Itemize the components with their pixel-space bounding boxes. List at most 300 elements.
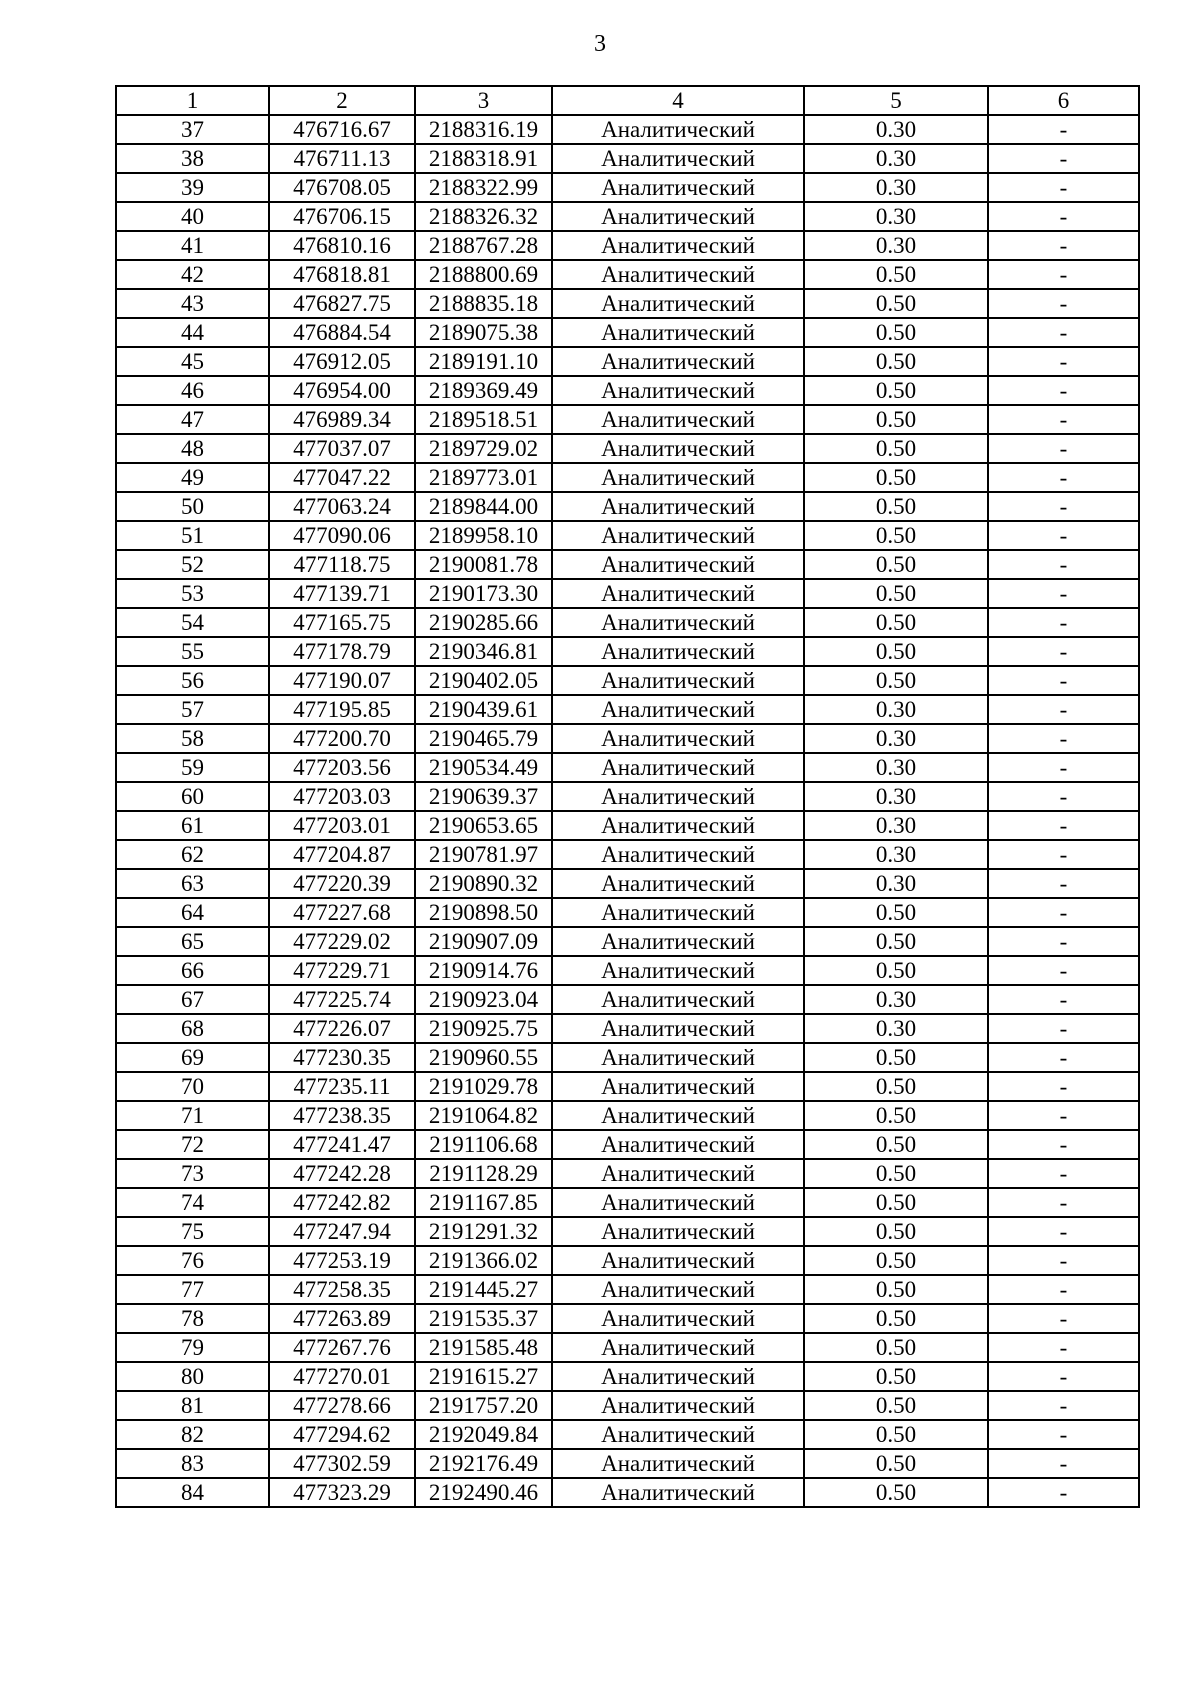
cell-point-number: 37 — [116, 115, 269, 144]
table-row — [116, 376, 1139, 405]
cell-method: Аналитический — [552, 463, 804, 492]
cell-coordinate-x: 477047.22 — [269, 463, 415, 492]
table-row — [116, 956, 1139, 985]
table-row — [116, 1275, 1139, 1304]
cell-coordinate-x: 477220.39 — [269, 869, 415, 898]
cell-method: Аналитический — [552, 1391, 804, 1420]
cell-point-number: 58 — [116, 724, 269, 753]
cell-point-number: 43 — [116, 289, 269, 318]
cell-coordinate-x: 477263.89 — [269, 1304, 415, 1333]
cell-coordinate-x: 477204.87 — [269, 840, 415, 869]
cell-coordinate-x: 476884.54 — [269, 318, 415, 347]
cell-method: Аналитический — [552, 956, 804, 985]
column-header-1: 1 — [116, 86, 269, 115]
cell-note: - — [988, 1391, 1139, 1420]
cell-accuracy: 0.50 — [804, 927, 988, 956]
cell-note: - — [988, 1304, 1139, 1333]
cell-accuracy: 0.50 — [804, 1420, 988, 1449]
cell-coordinate-y: 2189844.00 — [415, 492, 552, 521]
cell-coordinate-y: 2190534.49 — [415, 753, 552, 782]
cell-accuracy: 0.50 — [804, 1304, 988, 1333]
cell-point-number: 84 — [116, 1478, 269, 1507]
cell-coordinate-x: 477203.03 — [269, 782, 415, 811]
cell-method: Аналитический — [552, 260, 804, 289]
cell-note: - — [988, 1043, 1139, 1072]
cell-accuracy: 0.50 — [804, 492, 988, 521]
cell-coordinate-y: 2190465.79 — [415, 724, 552, 753]
cell-coordinate-y: 2191064.82 — [415, 1101, 552, 1130]
cell-note: - — [988, 608, 1139, 637]
cell-coordinate-x: 477090.06 — [269, 521, 415, 550]
cell-coordinate-y: 2190781.97 — [415, 840, 552, 869]
cell-point-number: 39 — [116, 173, 269, 202]
cell-coordinate-x: 477278.66 — [269, 1391, 415, 1420]
cell-coordinate-y: 2191106.68 — [415, 1130, 552, 1159]
cell-note: - — [988, 1362, 1139, 1391]
cell-method: Аналитический — [552, 1420, 804, 1449]
cell-method: Аналитический — [552, 840, 804, 869]
table-row — [116, 1043, 1139, 1072]
cell-accuracy: 0.50 — [804, 898, 988, 927]
cell-accuracy: 0.30 — [804, 695, 988, 724]
cell-method: Аналитический — [552, 289, 804, 318]
cell-coordinate-x: 476827.75 — [269, 289, 415, 318]
cell-coordinate-x: 477230.35 — [269, 1043, 415, 1072]
cell-coordinate-x: 477235.11 — [269, 1072, 415, 1101]
cell-coordinate-x: 476818.81 — [269, 260, 415, 289]
cell-method: Аналитический — [552, 579, 804, 608]
cell-coordinate-x: 477229.02 — [269, 927, 415, 956]
cell-accuracy: 0.50 — [804, 376, 988, 405]
cell-note: - — [988, 1014, 1139, 1043]
cell-note: - — [988, 144, 1139, 173]
table-row — [116, 753, 1139, 782]
cell-note: - — [988, 376, 1139, 405]
cell-note: - — [988, 202, 1139, 231]
table-row — [116, 666, 1139, 695]
cell-coordinate-y: 2190439.61 — [415, 695, 552, 724]
cell-note: - — [988, 1449, 1139, 1478]
cell-note: - — [988, 347, 1139, 376]
cell-coordinate-y: 2189958.10 — [415, 521, 552, 550]
cell-accuracy: 0.50 — [804, 1333, 988, 1362]
cell-point-number: 61 — [116, 811, 269, 840]
table-row — [116, 173, 1139, 202]
cell-coordinate-y: 2191535.37 — [415, 1304, 552, 1333]
cell-coordinate-y: 2191128.29 — [415, 1159, 552, 1188]
cell-coordinate-x: 477118.75 — [269, 550, 415, 579]
cell-coordinate-y: 2190898.50 — [415, 898, 552, 927]
table-row — [116, 521, 1139, 550]
cell-note: - — [988, 956, 1139, 985]
cell-method: Аналитический — [552, 1217, 804, 1246]
cell-coordinate-y: 2190346.81 — [415, 637, 552, 666]
cell-point-number: 47 — [116, 405, 269, 434]
cell-coordinate-y: 2192490.46 — [415, 1478, 552, 1507]
cell-coordinate-x: 477241.47 — [269, 1130, 415, 1159]
cell-note: - — [988, 115, 1139, 144]
cell-coordinate-y: 2190907.09 — [415, 927, 552, 956]
table-row — [116, 347, 1139, 376]
cell-method: Аналитический — [552, 231, 804, 260]
cell-note: - — [988, 1101, 1139, 1130]
cell-accuracy: 0.50 — [804, 405, 988, 434]
cell-point-number: 81 — [116, 1391, 269, 1420]
column-header-6: 6 — [988, 86, 1139, 115]
cell-point-number: 74 — [116, 1188, 269, 1217]
cell-coordinate-x: 476810.16 — [269, 231, 415, 260]
cell-coordinate-x: 477200.70 — [269, 724, 415, 753]
cell-point-number: 69 — [116, 1043, 269, 1072]
cell-note: - — [988, 695, 1139, 724]
cell-coordinate-y: 2190081.78 — [415, 550, 552, 579]
cell-coordinate-x: 477238.35 — [269, 1101, 415, 1130]
cell-note: - — [988, 1072, 1139, 1101]
cell-note: - — [988, 579, 1139, 608]
cell-note: - — [988, 1246, 1139, 1275]
table-row — [116, 1362, 1139, 1391]
cell-note: - — [988, 1420, 1139, 1449]
cell-note: - — [988, 405, 1139, 434]
cell-point-number: 63 — [116, 869, 269, 898]
cell-coordinate-x: 477203.56 — [269, 753, 415, 782]
cell-method: Аналитический — [552, 695, 804, 724]
cell-accuracy: 0.30 — [804, 811, 988, 840]
table-row — [116, 318, 1139, 347]
cell-note: - — [988, 463, 1139, 492]
table-row — [116, 231, 1139, 260]
cell-method: Аналитический — [552, 1304, 804, 1333]
cell-accuracy: 0.50 — [804, 1217, 988, 1246]
cell-accuracy: 0.50 — [804, 608, 988, 637]
table-row — [116, 144, 1139, 173]
cell-coordinate-x: 477270.01 — [269, 1362, 415, 1391]
table-row — [116, 434, 1139, 463]
cell-point-number: 54 — [116, 608, 269, 637]
cell-method: Аналитический — [552, 1101, 804, 1130]
cell-accuracy: 0.50 — [804, 956, 988, 985]
cell-coordinate-x: 477225.74 — [269, 985, 415, 1014]
cell-coordinate-x: 477253.19 — [269, 1246, 415, 1275]
cell-point-number: 38 — [116, 144, 269, 173]
cell-note: - — [988, 1275, 1139, 1304]
cell-coordinate-x: 477294.62 — [269, 1420, 415, 1449]
cell-method: Аналитический — [552, 347, 804, 376]
page-number: 3 — [594, 31, 606, 57]
cell-accuracy: 0.50 — [804, 463, 988, 492]
cell-accuracy: 0.50 — [804, 434, 988, 463]
cell-coordinate-x: 476954.00 — [269, 376, 415, 405]
cell-method: Аналитический — [552, 1130, 804, 1159]
cell-coordinate-x: 477323.29 — [269, 1478, 415, 1507]
table-row — [116, 115, 1139, 144]
cell-accuracy: 0.30 — [804, 231, 988, 260]
cell-coordinate-x: 476912.05 — [269, 347, 415, 376]
cell-accuracy: 0.50 — [804, 1478, 988, 1507]
cell-method: Аналитический — [552, 608, 804, 637]
cell-accuracy: 0.50 — [804, 1072, 988, 1101]
cell-point-number: 70 — [116, 1072, 269, 1101]
table-row — [116, 1333, 1139, 1362]
cell-accuracy: 0.50 — [804, 1391, 988, 1420]
cell-note: - — [988, 898, 1139, 927]
cell-method: Аналитический — [552, 927, 804, 956]
cell-coordinate-x: 476716.67 — [269, 115, 415, 144]
cell-method: Аналитический — [552, 115, 804, 144]
cell-accuracy: 0.50 — [804, 289, 988, 318]
cell-coordinate-x: 477203.01 — [269, 811, 415, 840]
cell-method: Аналитический — [552, 666, 804, 695]
table-header-row — [116, 86, 1139, 115]
cell-point-number: 57 — [116, 695, 269, 724]
cell-accuracy: 0.30 — [804, 144, 988, 173]
table-body — [116, 115, 1139, 1507]
table-row — [116, 202, 1139, 231]
cell-point-number: 76 — [116, 1246, 269, 1275]
table-row — [116, 869, 1139, 898]
table-row — [116, 1304, 1139, 1333]
cell-point-number: 73 — [116, 1159, 269, 1188]
cell-method: Аналитический — [552, 1362, 804, 1391]
cell-method: Аналитический — [552, 550, 804, 579]
cell-coordinate-y: 2191445.27 — [415, 1275, 552, 1304]
cell-coordinate-x: 477063.24 — [269, 492, 415, 521]
cell-point-number: 44 — [116, 318, 269, 347]
cell-coordinate-y: 2191615.27 — [415, 1362, 552, 1391]
cell-note: - — [988, 1217, 1139, 1246]
cell-coordinate-y: 2188326.32 — [415, 202, 552, 231]
table-row — [116, 1072, 1139, 1101]
cell-point-number: 75 — [116, 1217, 269, 1246]
table-row — [116, 608, 1139, 637]
table-row — [116, 260, 1139, 289]
cell-coordinate-y: 2191366.02 — [415, 1246, 552, 1275]
cell-point-number: 41 — [116, 231, 269, 260]
cell-point-number: 59 — [116, 753, 269, 782]
cell-accuracy: 0.50 — [804, 1275, 988, 1304]
column-header-2: 2 — [269, 86, 415, 115]
table-row — [116, 1449, 1139, 1478]
cell-accuracy: 0.50 — [804, 637, 988, 666]
cell-coordinate-x: 476711.13 — [269, 144, 415, 173]
table-row — [116, 927, 1139, 956]
cell-note: - — [988, 753, 1139, 782]
table-row — [116, 1478, 1139, 1507]
cell-method: Аналитический — [552, 1246, 804, 1275]
cell-accuracy: 0.30 — [804, 782, 988, 811]
cell-point-number: 77 — [116, 1275, 269, 1304]
cell-accuracy: 0.50 — [804, 521, 988, 550]
coordinates-table-container — [115, 85, 1138, 1508]
table-row — [116, 579, 1139, 608]
cell-coordinate-x: 477267.76 — [269, 1333, 415, 1362]
cell-note: - — [988, 260, 1139, 289]
coordinates-table — [115, 85, 1140, 1508]
table-row — [116, 492, 1139, 521]
cell-coordinate-y: 2188767.28 — [415, 231, 552, 260]
cell-method: Аналитический — [552, 782, 804, 811]
table-row — [116, 463, 1139, 492]
cell-note: - — [988, 1333, 1139, 1362]
cell-point-number: 45 — [116, 347, 269, 376]
cell-accuracy: 0.50 — [804, 1362, 988, 1391]
table-row — [116, 1130, 1139, 1159]
cell-note: - — [988, 840, 1139, 869]
cell-coordinate-y: 2190890.32 — [415, 869, 552, 898]
cell-coordinate-x: 477229.71 — [269, 956, 415, 985]
cell-point-number: 40 — [116, 202, 269, 231]
cell-coordinate-y: 2189075.38 — [415, 318, 552, 347]
cell-method: Аналитический — [552, 724, 804, 753]
cell-coordinate-y: 2189191.10 — [415, 347, 552, 376]
table-row — [116, 840, 1139, 869]
table-row — [116, 1391, 1139, 1420]
cell-point-number: 53 — [116, 579, 269, 608]
table-row — [116, 1217, 1139, 1246]
cell-point-number: 79 — [116, 1333, 269, 1362]
cell-point-number: 67 — [116, 985, 269, 1014]
cell-method: Аналитический — [552, 637, 804, 666]
cell-method: Аналитический — [552, 376, 804, 405]
cell-point-number: 72 — [116, 1130, 269, 1159]
cell-point-number: 64 — [116, 898, 269, 927]
cell-method: Аналитический — [552, 811, 804, 840]
cell-point-number: 51 — [116, 521, 269, 550]
cell-accuracy: 0.50 — [804, 260, 988, 289]
cell-method: Аналитический — [552, 1275, 804, 1304]
cell-accuracy: 0.50 — [804, 1449, 988, 1478]
cell-coordinate-x: 476708.05 — [269, 173, 415, 202]
cell-method: Аналитический — [552, 1159, 804, 1188]
table-row — [116, 724, 1139, 753]
cell-coordinate-x: 477139.71 — [269, 579, 415, 608]
table-row — [116, 637, 1139, 666]
cell-coordinate-y: 2191029.78 — [415, 1072, 552, 1101]
cell-coordinate-y: 2190402.05 — [415, 666, 552, 695]
cell-method: Аналитический — [552, 1333, 804, 1362]
cell-coordinate-y: 2189369.49 — [415, 376, 552, 405]
table-row — [116, 1420, 1139, 1449]
cell-accuracy: 0.50 — [804, 1246, 988, 1275]
cell-coordinate-y: 2192176.49 — [415, 1449, 552, 1478]
cell-point-number: 55 — [116, 637, 269, 666]
cell-note: - — [988, 492, 1139, 521]
cell-coordinate-x: 477178.79 — [269, 637, 415, 666]
cell-method: Аналитический — [552, 1478, 804, 1507]
cell-accuracy: 0.30 — [804, 753, 988, 782]
cell-note: - — [988, 927, 1139, 956]
cell-note: - — [988, 1478, 1139, 1507]
table-row — [116, 695, 1139, 724]
cell-accuracy: 0.30 — [804, 869, 988, 898]
table-row — [116, 1101, 1139, 1130]
cell-accuracy: 0.30 — [804, 115, 988, 144]
cell-point-number: 46 — [116, 376, 269, 405]
cell-accuracy: 0.50 — [804, 1101, 988, 1130]
cell-point-number: 65 — [116, 927, 269, 956]
cell-method: Аналитический — [552, 202, 804, 231]
cell-point-number: 80 — [116, 1362, 269, 1391]
cell-point-number: 49 — [116, 463, 269, 492]
cell-note: - — [988, 782, 1139, 811]
cell-method: Аналитический — [552, 753, 804, 782]
cell-method: Аналитический — [552, 1072, 804, 1101]
cell-coordinate-y: 2191585.48 — [415, 1333, 552, 1362]
cell-coordinate-x: 477242.82 — [269, 1188, 415, 1217]
cell-point-number: 60 — [116, 782, 269, 811]
cell-point-number: 71 — [116, 1101, 269, 1130]
cell-note: - — [988, 434, 1139, 463]
cell-coordinate-y: 2188835.18 — [415, 289, 552, 318]
table-row — [116, 898, 1139, 927]
cell-coordinate-y: 2190914.76 — [415, 956, 552, 985]
cell-accuracy: 0.50 — [804, 1130, 988, 1159]
cell-accuracy: 0.50 — [804, 1159, 988, 1188]
cell-note: - — [988, 173, 1139, 202]
cell-point-number: 68 — [116, 1014, 269, 1043]
cell-coordinate-y: 2191167.85 — [415, 1188, 552, 1217]
cell-point-number: 83 — [116, 1449, 269, 1478]
cell-coordinate-x: 477302.59 — [269, 1449, 415, 1478]
cell-point-number: 62 — [116, 840, 269, 869]
cell-coordinate-y: 2189518.51 — [415, 405, 552, 434]
cell-method: Аналитический — [552, 898, 804, 927]
cell-coordinate-y: 2190285.66 — [415, 608, 552, 637]
cell-note: - — [988, 521, 1139, 550]
table-row — [116, 1159, 1139, 1188]
cell-coordinate-x: 476706.15 — [269, 202, 415, 231]
cell-coordinate-x: 477227.68 — [269, 898, 415, 927]
cell-method: Аналитический — [552, 1043, 804, 1072]
cell-point-number: 56 — [116, 666, 269, 695]
cell-note: - — [988, 985, 1139, 1014]
table-row — [116, 405, 1139, 434]
cell-point-number: 42 — [116, 260, 269, 289]
cell-accuracy: 0.30 — [804, 985, 988, 1014]
cell-coordinate-x: 476989.34 — [269, 405, 415, 434]
cell-coordinate-y: 2190653.65 — [415, 811, 552, 840]
cell-coordinate-x: 477165.75 — [269, 608, 415, 637]
cell-note: - — [988, 724, 1139, 753]
cell-coordinate-x: 477195.85 — [269, 695, 415, 724]
cell-point-number: 50 — [116, 492, 269, 521]
cell-coordinate-y: 2192049.84 — [415, 1420, 552, 1449]
cell-coordinate-x: 477258.35 — [269, 1275, 415, 1304]
cell-note: - — [988, 1188, 1139, 1217]
cell-coordinate-y: 2188318.91 — [415, 144, 552, 173]
table-row — [116, 550, 1139, 579]
cell-method: Аналитический — [552, 144, 804, 173]
cell-coordinate-y: 2190173.30 — [415, 579, 552, 608]
cell-method: Аналитический — [552, 1449, 804, 1478]
cell-note: - — [988, 637, 1139, 666]
cell-coordinate-x: 477190.07 — [269, 666, 415, 695]
cell-coordinate-y: 2191757.20 — [415, 1391, 552, 1420]
cell-coordinate-x: 477247.94 — [269, 1217, 415, 1246]
cell-note: - — [988, 1159, 1139, 1188]
cell-accuracy: 0.50 — [804, 666, 988, 695]
column-header-3: 3 — [415, 86, 552, 115]
cell-accuracy: 0.30 — [804, 1014, 988, 1043]
cell-accuracy: 0.30 — [804, 724, 988, 753]
table-row — [116, 1188, 1139, 1217]
cell-accuracy: 0.50 — [804, 579, 988, 608]
cell-coordinate-x: 477226.07 — [269, 1014, 415, 1043]
column-header-5: 5 — [804, 86, 988, 115]
cell-point-number: 78 — [116, 1304, 269, 1333]
cell-accuracy: 0.30 — [804, 202, 988, 231]
cell-note: - — [988, 231, 1139, 260]
